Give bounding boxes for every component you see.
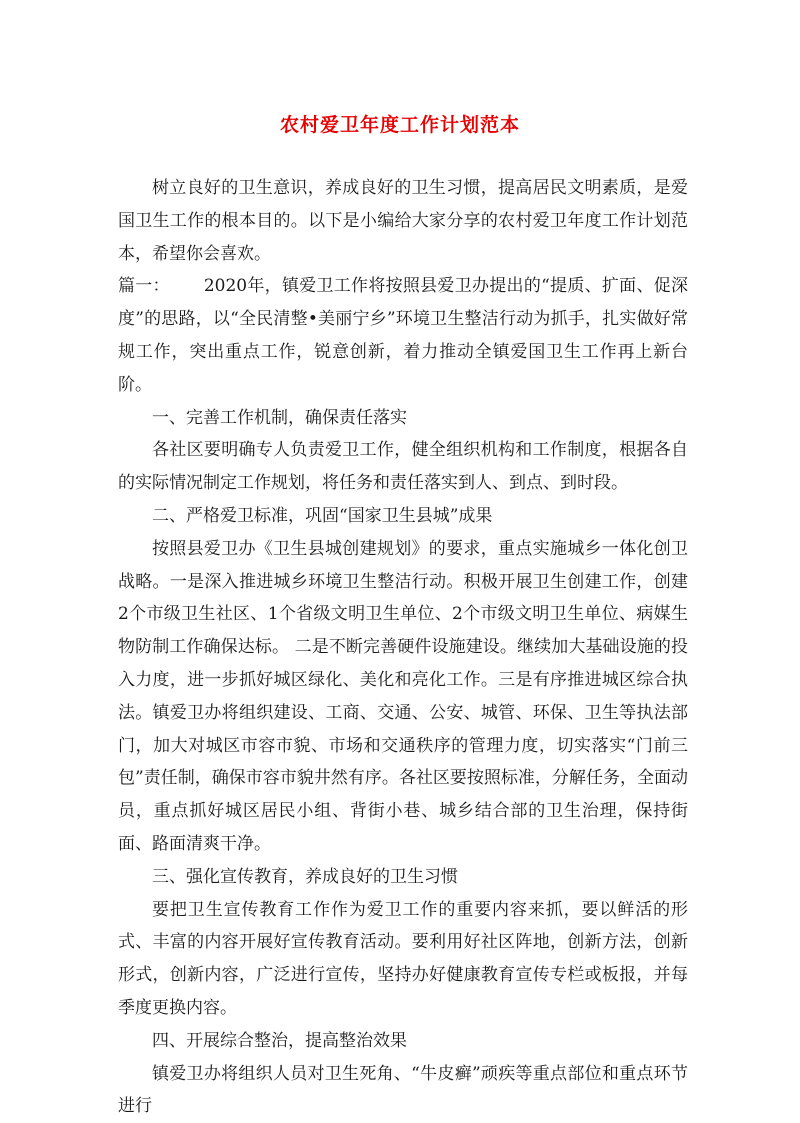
part-text: 2020年，镇爱卫工作将按照县爱卫办提出的“提质、扩面、促深度”的思路，以“全民清整•美丽宁乡”环境卫生整洁行动为抓手，扎实做好常规工作，突出重点工作，锐意创新，着力推动全镇爱国卫生工作再上新台阶。 — [118, 276, 688, 395]
part-label: 篇一： — [118, 276, 170, 297]
section-text-2: 按照县爱卫办《卫生县城创建规划》的要求，重点实施城乡一体化创卫战略。一是深入推进城乡环境卫生整洁行动。积极开展卫生创建工作，创建2个市级卫生社区、1个省级文明卫生单位、2个市级文明卫生单位、病媒生物防制工作确保达标。 二是不断完善硬件设施建设。继续加大基础设施的投入力度，进一步抓好城区绿化、美化和亮化工作。三是有序推进城区综合执法。镇爱卫办将组织建设、工商、交通、公安、城管、环保、卫生等执法部门，加大对城区市容市貌、市场和交通秩序的管理力度，切实落实“门前三包”责任制，确保市容市貌井然有序。各社区要按照标准，分解任务，全面动员，重点抓好城区居民小组、背街小巷、城乡结合部的卫生治理，保持街面、路面清爽干净。 — [118, 538, 688, 854]
document-body — [118, 172, 688, 1123]
section-text-4: 镇爱卫办将组织人员对卫生死角、“牛皮癣”顽疾等重点部位和重点环节进行 — [118, 1063, 688, 1117]
intro-paragraph: 树立良好的卫生意识，养成良好的卫生习惯，提高居民文明素质，是爱国卫生工作的根本目的。以下是小编给大家分享的农村爱卫年度工作计划范本，希望你会喜欢。 — [118, 178, 688, 264]
section-heading-3: 三、强化宣传教育，养成良好的卫生习惯 — [152, 866, 458, 887]
document-title: 农村爱卫年度工作计划范本 — [279, 114, 520, 136]
section-heading-2: 二、严格爱卫标准，巩固“国家卫生县城”成果 — [152, 505, 493, 526]
section-heading-1: 一、完善工作机制，确保责任落实 — [152, 407, 407, 428]
section-heading-4: 四、开展综合整治，提高整治效果 — [152, 1030, 407, 1051]
part-one-paragraph — [118, 270, 688, 401]
section-text-1: 各社区要明确专人负责爱卫工作，健全组织机构和工作制度，根据各自的实际情况制定工作规划，将任务和责任落实到人、到点、到时段。 — [118, 440, 688, 494]
section-text-3: 要把卫生宣传教育工作作为爱卫工作的重要内容来抓，要以鲜活的形式、丰富的内容开展好宣传教育活动。要利用好社区阵地，创新方法，创新形式，创新内容，广泛进行宣传，坚持办好健康教育宣传专栏或板报，并每季度更换内容。 — [118, 899, 688, 1018]
